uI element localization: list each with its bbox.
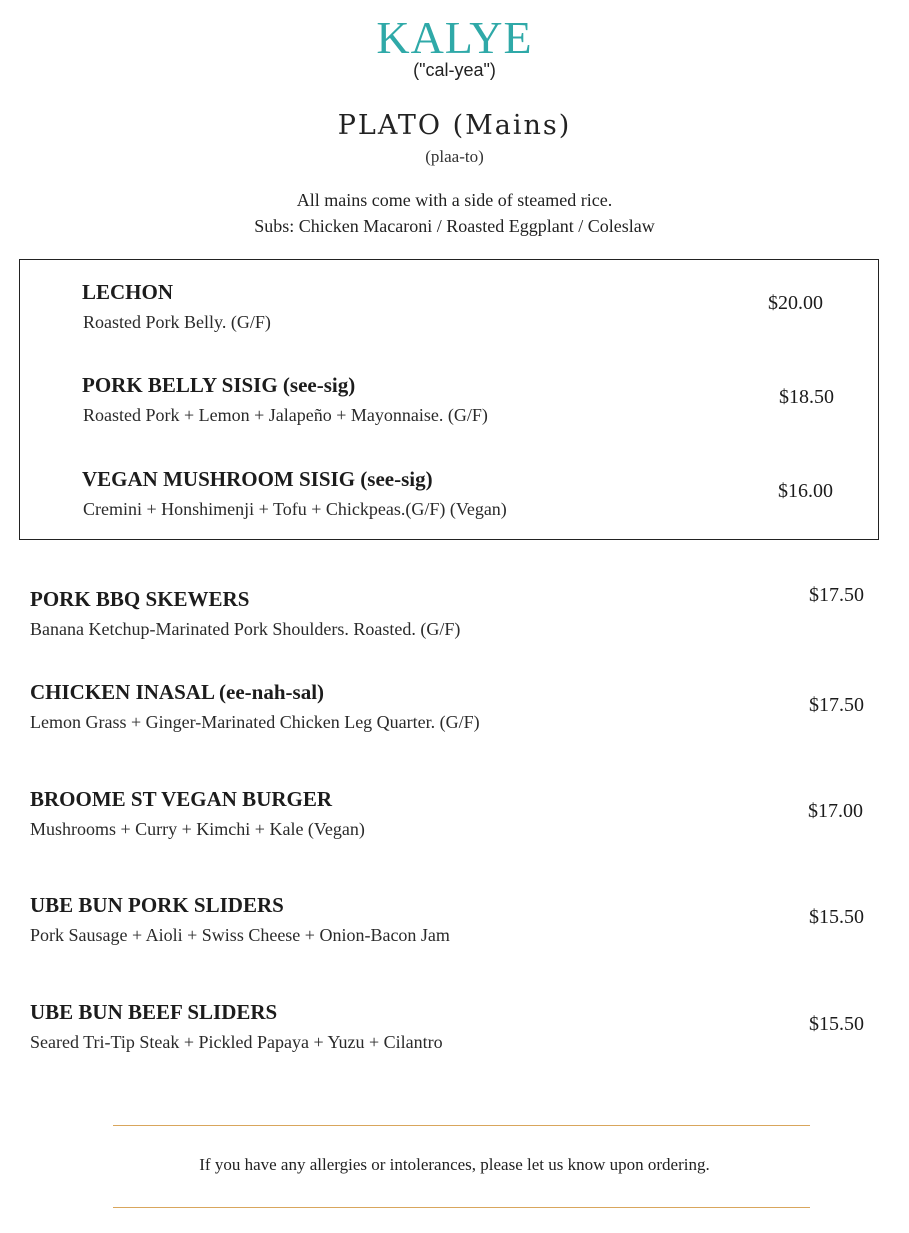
menu-item-name: LECHON — [82, 280, 174, 304]
menu-item-price: $20.00 — [768, 292, 823, 314]
divider-bottom — [113, 1207, 810, 1208]
menu-item-price: $15.50 — [809, 1013, 864, 1035]
rice-note: All mains come with a side of steamed rice. — [296, 190, 613, 210]
brand-title: KALYE — [376, 12, 533, 63]
menu-item-description: Seared Tri-Tip Steak + Pickled Papaya + Yuzu + Cilantro — [30, 1032, 443, 1052]
allergy-note: If you have any allergies or intolerances, please let us know upon ordering. — [199, 1155, 710, 1174]
section-title: PLATO (Mains) — [337, 110, 572, 141]
menu-item-price: $16.00 — [778, 480, 833, 502]
menu-item-description: Banana Ketchup-Marinated Pork Shoulders. Roasted. (G/F) — [30, 619, 461, 639]
menu-item-name: UBE BUN BEEF SLIDERS — [30, 1000, 278, 1024]
menu-item-price: $17.50 — [809, 694, 864, 716]
menu-item-description: Cremini + Honshimenji + Tofu + Chickpeas.(G/F) (Vegan) — [83, 499, 507, 519]
menu-item-description: Roasted Pork Belly. (G/F) — [83, 312, 271, 332]
brand-pronunciation: ("cal-yea") — [413, 60, 496, 80]
menu-item-description: Pork Sausage + Aioli + Swiss Cheese + Onion-Bacon Jam — [30, 925, 450, 945]
menu-item-description: Lemon Grass + Ginger-Marinated Chicken Leg Quarter. (G/F) — [30, 712, 480, 732]
menu-item-description: Mushrooms + Curry + Kimchi + Kale (Vegan) — [30, 819, 365, 839]
menu-item-price: $15.50 — [809, 906, 864, 928]
substitutions-note: Subs: Chicken Macaroni / Roasted Eggplant / Coleslaw — [254, 216, 655, 236]
menu-item-name: UBE BUN PORK SLIDERS — [30, 893, 284, 917]
menu-item-price: $18.50 — [779, 386, 834, 408]
menu-item-price: $17.00 — [808, 800, 863, 822]
menu-item-name: CHICKEN INASAL (ee-nah-sal) — [30, 680, 325, 704]
menu-item-price: $17.50 — [809, 584, 864, 606]
menu-item-name: PORK BBQ SKEWERS — [30, 587, 250, 611]
section-pronunciation: (plaa-to) — [425, 147, 484, 166]
menu-item-description: Roasted Pork + Lemon + Jalapeño + Mayonnaise. (G/F) — [83, 405, 488, 425]
menu-item-name: PORK BELLY SISIG (see-sig) — [82, 373, 356, 397]
menu-item-name: BROOME ST VEGAN BURGER — [30, 787, 333, 811]
menu-item-name: VEGAN MUSHROOM SISIG (see-sig) — [82, 467, 433, 491]
divider-top — [113, 1125, 810, 1126]
